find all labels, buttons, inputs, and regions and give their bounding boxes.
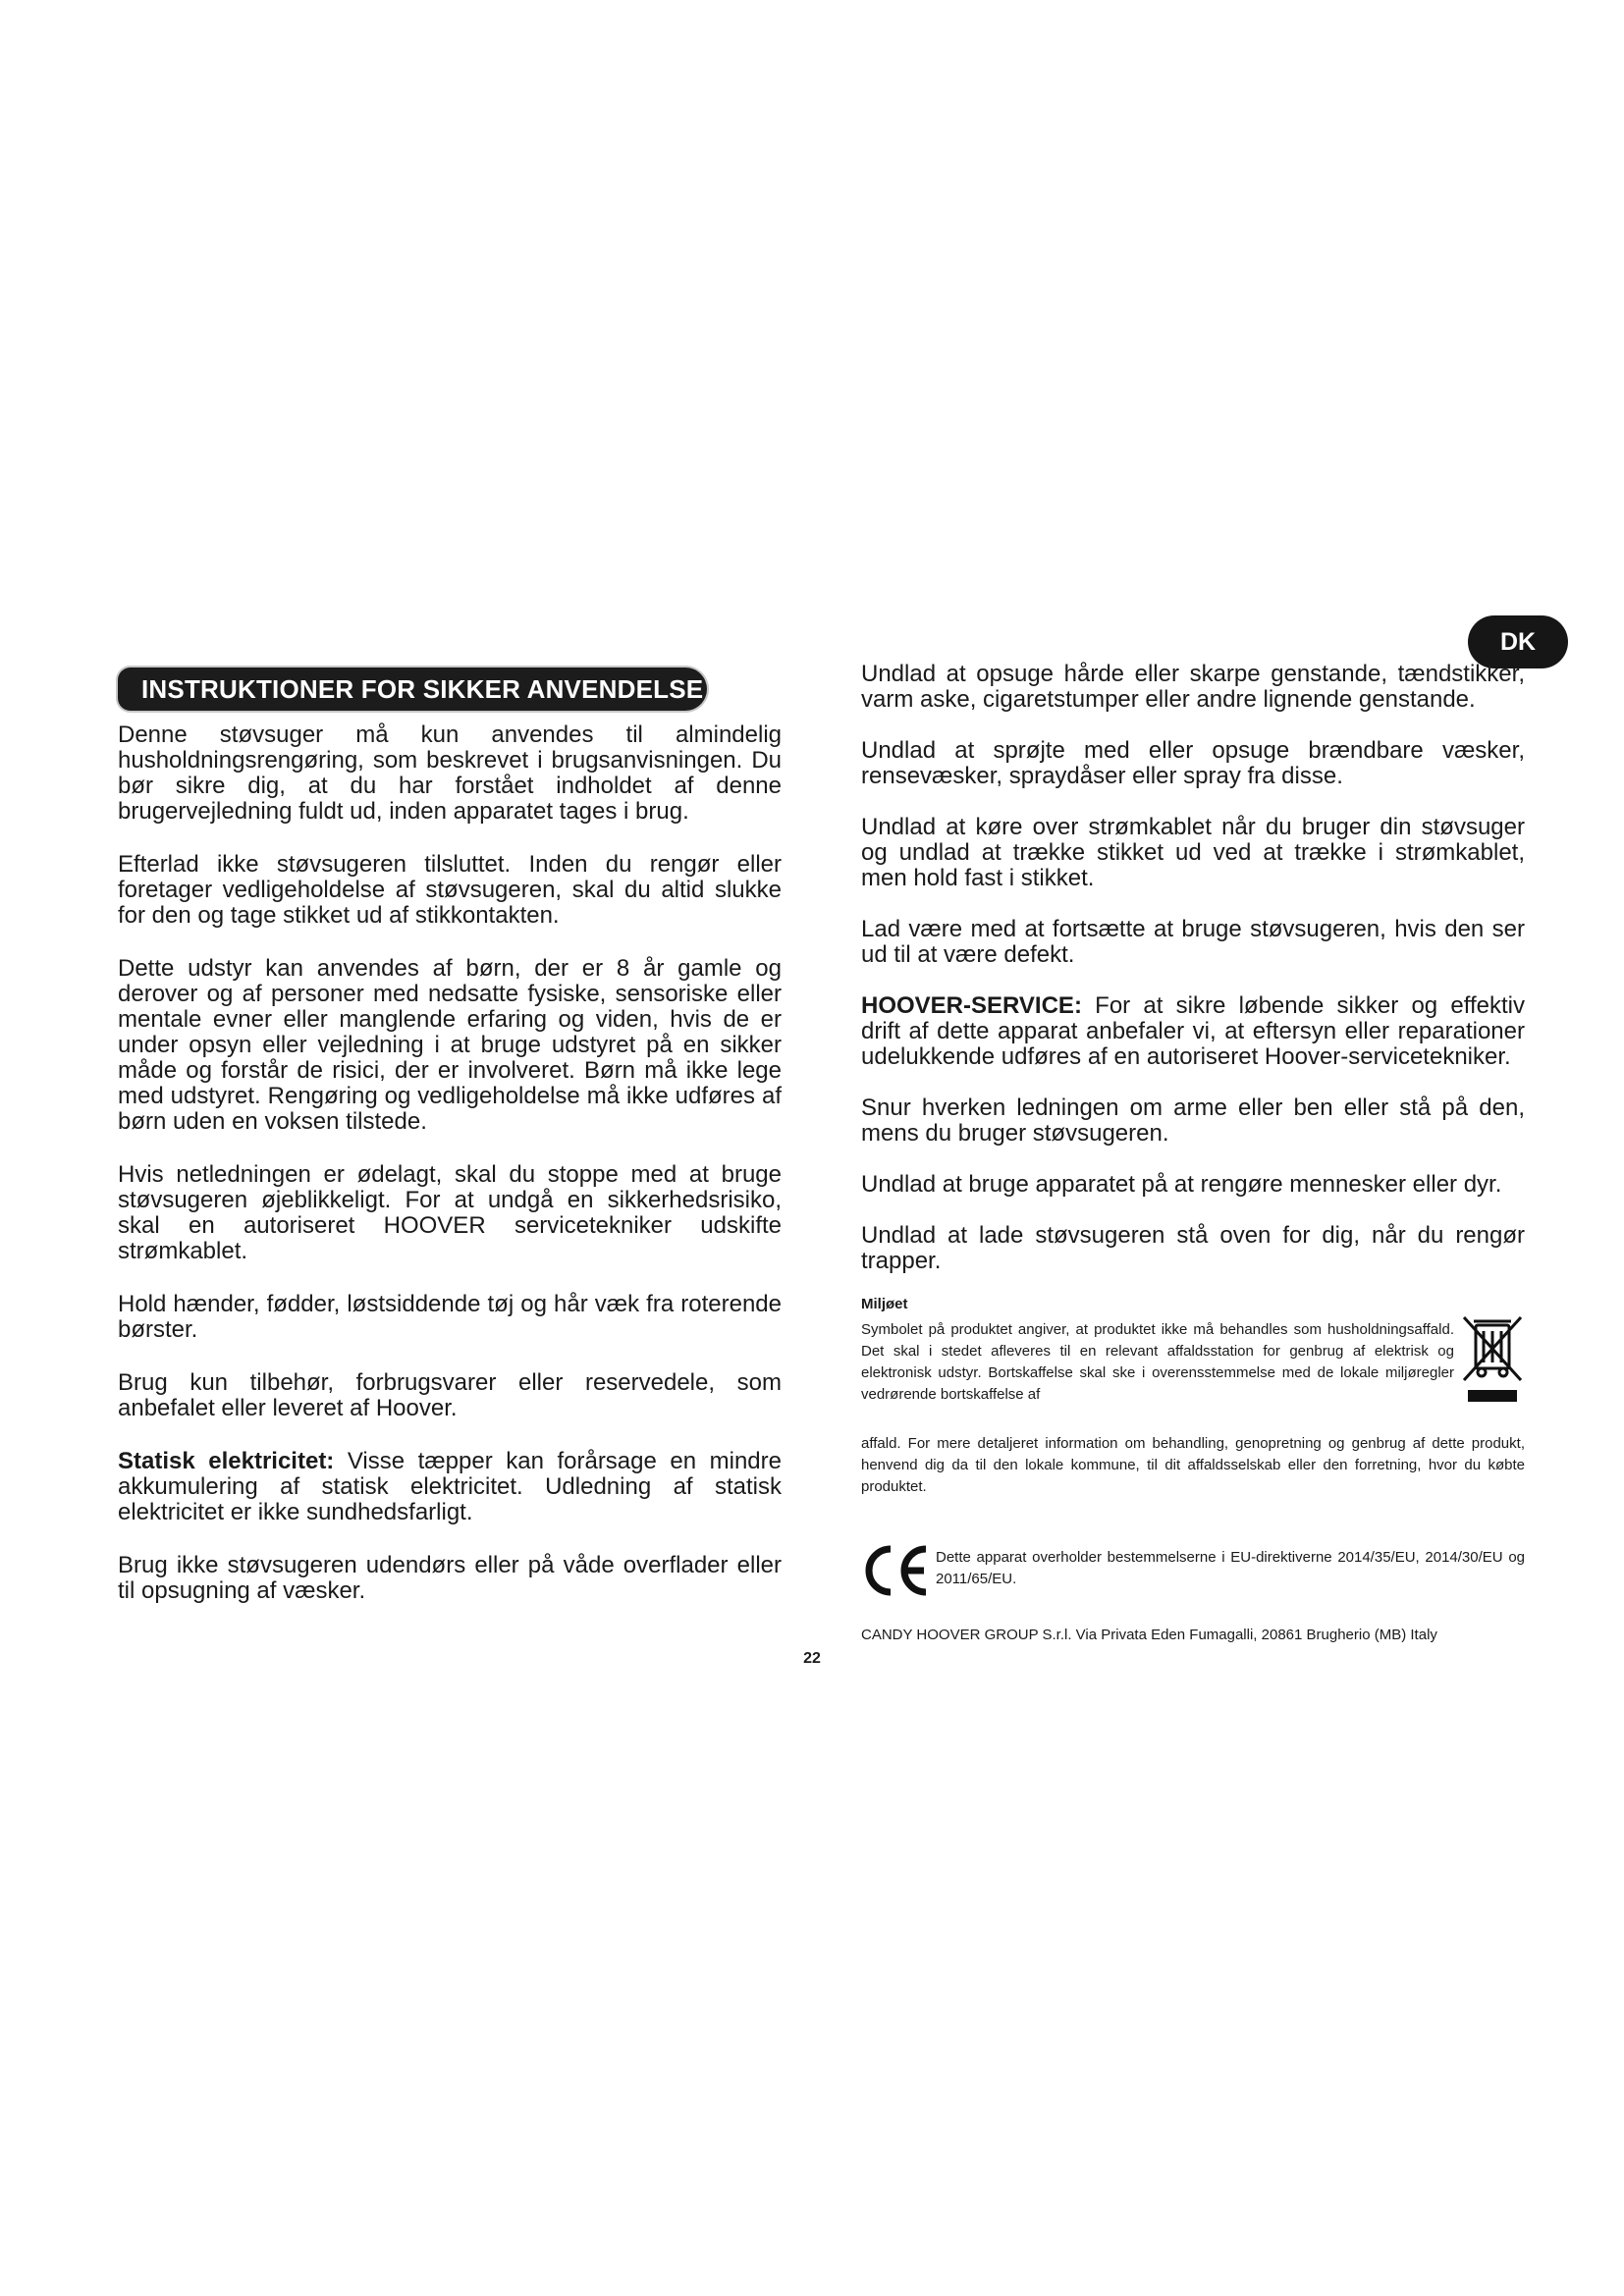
ce-mark-icon [861,1543,930,1598]
paragraph-label: HOOVER-SERVICE: [861,992,1082,1019]
ce-text: Dette apparat overholder bestemmelserne i EU-direktiverne 2014/35/EU, 2014/30/EU og 2011/65/EU. [936,1549,1525,1587]
paragraph: Undlad at bruge apparatet på at rengøre mennesker eller dyr. [861,1171,1502,1198]
environment-text-continued: affald. For mere detaljeret information om behandling, genopretning og genbrug af dette produkt, henvend dig da til den lokale kommune, til dit affaldsselskab eller den forretning, hvor du købte produktet. [861,1435,1525,1495]
paragraph: Snur hverken ledningen om arme eller ben eller stå på den, mens du bruger støvsugeren. [861,1095,1525,1147]
right-column [861,662,1525,1645]
paragraph: Hold hænder, fødder, løstsiddende tøj og hår væk fra roterende børster. [118,1291,782,1343]
paragraph-label: Statisk elektricitet: [118,1448,335,1474]
paragraph: Undlad at opsuge hårde eller skarpe genstande, tændstikker, varm aske, cigaretstumper eller andre lignende genstande. [861,661,1525,713]
paragraph: Lad være med at fortsætte at bruge støvsugeren, hvis den ser ud til at være defekt. [861,916,1525,968]
environment-text: Symbolet på produktet angiver, at produktet ikke må behandles som husholdningsaffald. Det skal i stedet afleveres til en relevant affaldsstation for genbrug af elektrisk og elektronisk udstyr. Bortskaffelse skal ske i overensstemmelse med de lokale miljøregler vedrørende bortskaffelse af [861,1321,1454,1403]
paragraph-static-electricity [118,1449,782,1525]
paragraph: Brug kun tilbehør, forbrugsvarer eller reservedele, som anbefalet eller leveret af Hoover. [118,1369,782,1421]
paragraph: Hvis netledningen er ødelagt, skal du stoppe med at bruge støvsugeren øjeblikkeligt. For at undgå en sikkerhedsrisiko, skal en autoriseret HOOVER servicetekniker udskifte strømkablet. [118,1161,782,1264]
paragraph-hoover-service [861,993,1525,1070]
paragraph-text: Visse tæpper kan forårsage en mindre akkumulering af statisk elektricitet. Udledning af statisk elektricitet er ikke sundhedsfarligt. [118,1448,782,1525]
paragraph: Undlad at lade støvsugeren stå oven for dig, når du rengør trapper. [861,1222,1525,1274]
environment-section [861,1296,1525,1498]
paragraph: Efterlad ikke støvsugeren tilsluttet. Inden du rengør eller foretager vedligeholdelse af støvsugeren, skal du altid slukke for den og tage stikket ud af stikkontakten. [118,851,782,929]
paragraph: Undlad at køre over strømkablet når du bruger din støvsuger og undlad at trække stikket ud ved at trække i strømkablet, men hold fast i stikket. [861,814,1525,891]
paragraph: Dette udstyr kan anvendes af børn, der er 8 år gamle og derover og af personer med nedsatte fysiske, sensoriske eller mentale evner eller manglende erfaring og viden, hvis de er under opsyn eller vejledning i at bruge udstyret på en sikker måde og forstår de risici, der er involveret. Børn må ikke lege med udstyret. Rengøring og vedligeholdelse må ikke udføres af børn uden en voksen tilstede. [118,955,782,1135]
page-number: 22 [803,1650,821,1667]
paragraph: Denne støvsuger må kun anvendes til almindelig husholdningsrengøring, som beskrevet i brugsanvisningen. Du bør sikre dig, at du har forstået indholdet af denne brugervejledning fuldt ud, inden apparatet tages i brug. [118,721,782,825]
left-column [118,722,782,1631]
paragraph: Undlad at sprøjte med eller opsuge brændbare væsker, rensevæsker, spraydåser eller spray fra disse. [861,737,1525,789]
paragraph: Brug ikke støvsugeren udendørs eller på våde overflader eller til opsugning af væsker. [118,1552,782,1604]
company-address: CANDY HOOVER GROUP S.r.l. Via Privata Eden Fumagalli, 20861 Brugherio (MB) Italy [861,1627,1437,1643]
section-header: INSTRUKTIONER FOR SIKKER ANVENDELSE [118,667,707,711]
crossed-out-bin-icon [1460,1313,1525,1408]
paragraph-text: For at sikre løbende sikker og effektiv drift af dette apparat anbefaler vi, at eftersyn eller reparationer udelukkende udføres af en autoriseret Hoover-servicetekniker. [861,992,1525,1070]
environment-title: Miljøet [861,1296,908,1312]
ce-declaration [861,1543,1525,1598]
language-badge: DK [1468,615,1568,668]
